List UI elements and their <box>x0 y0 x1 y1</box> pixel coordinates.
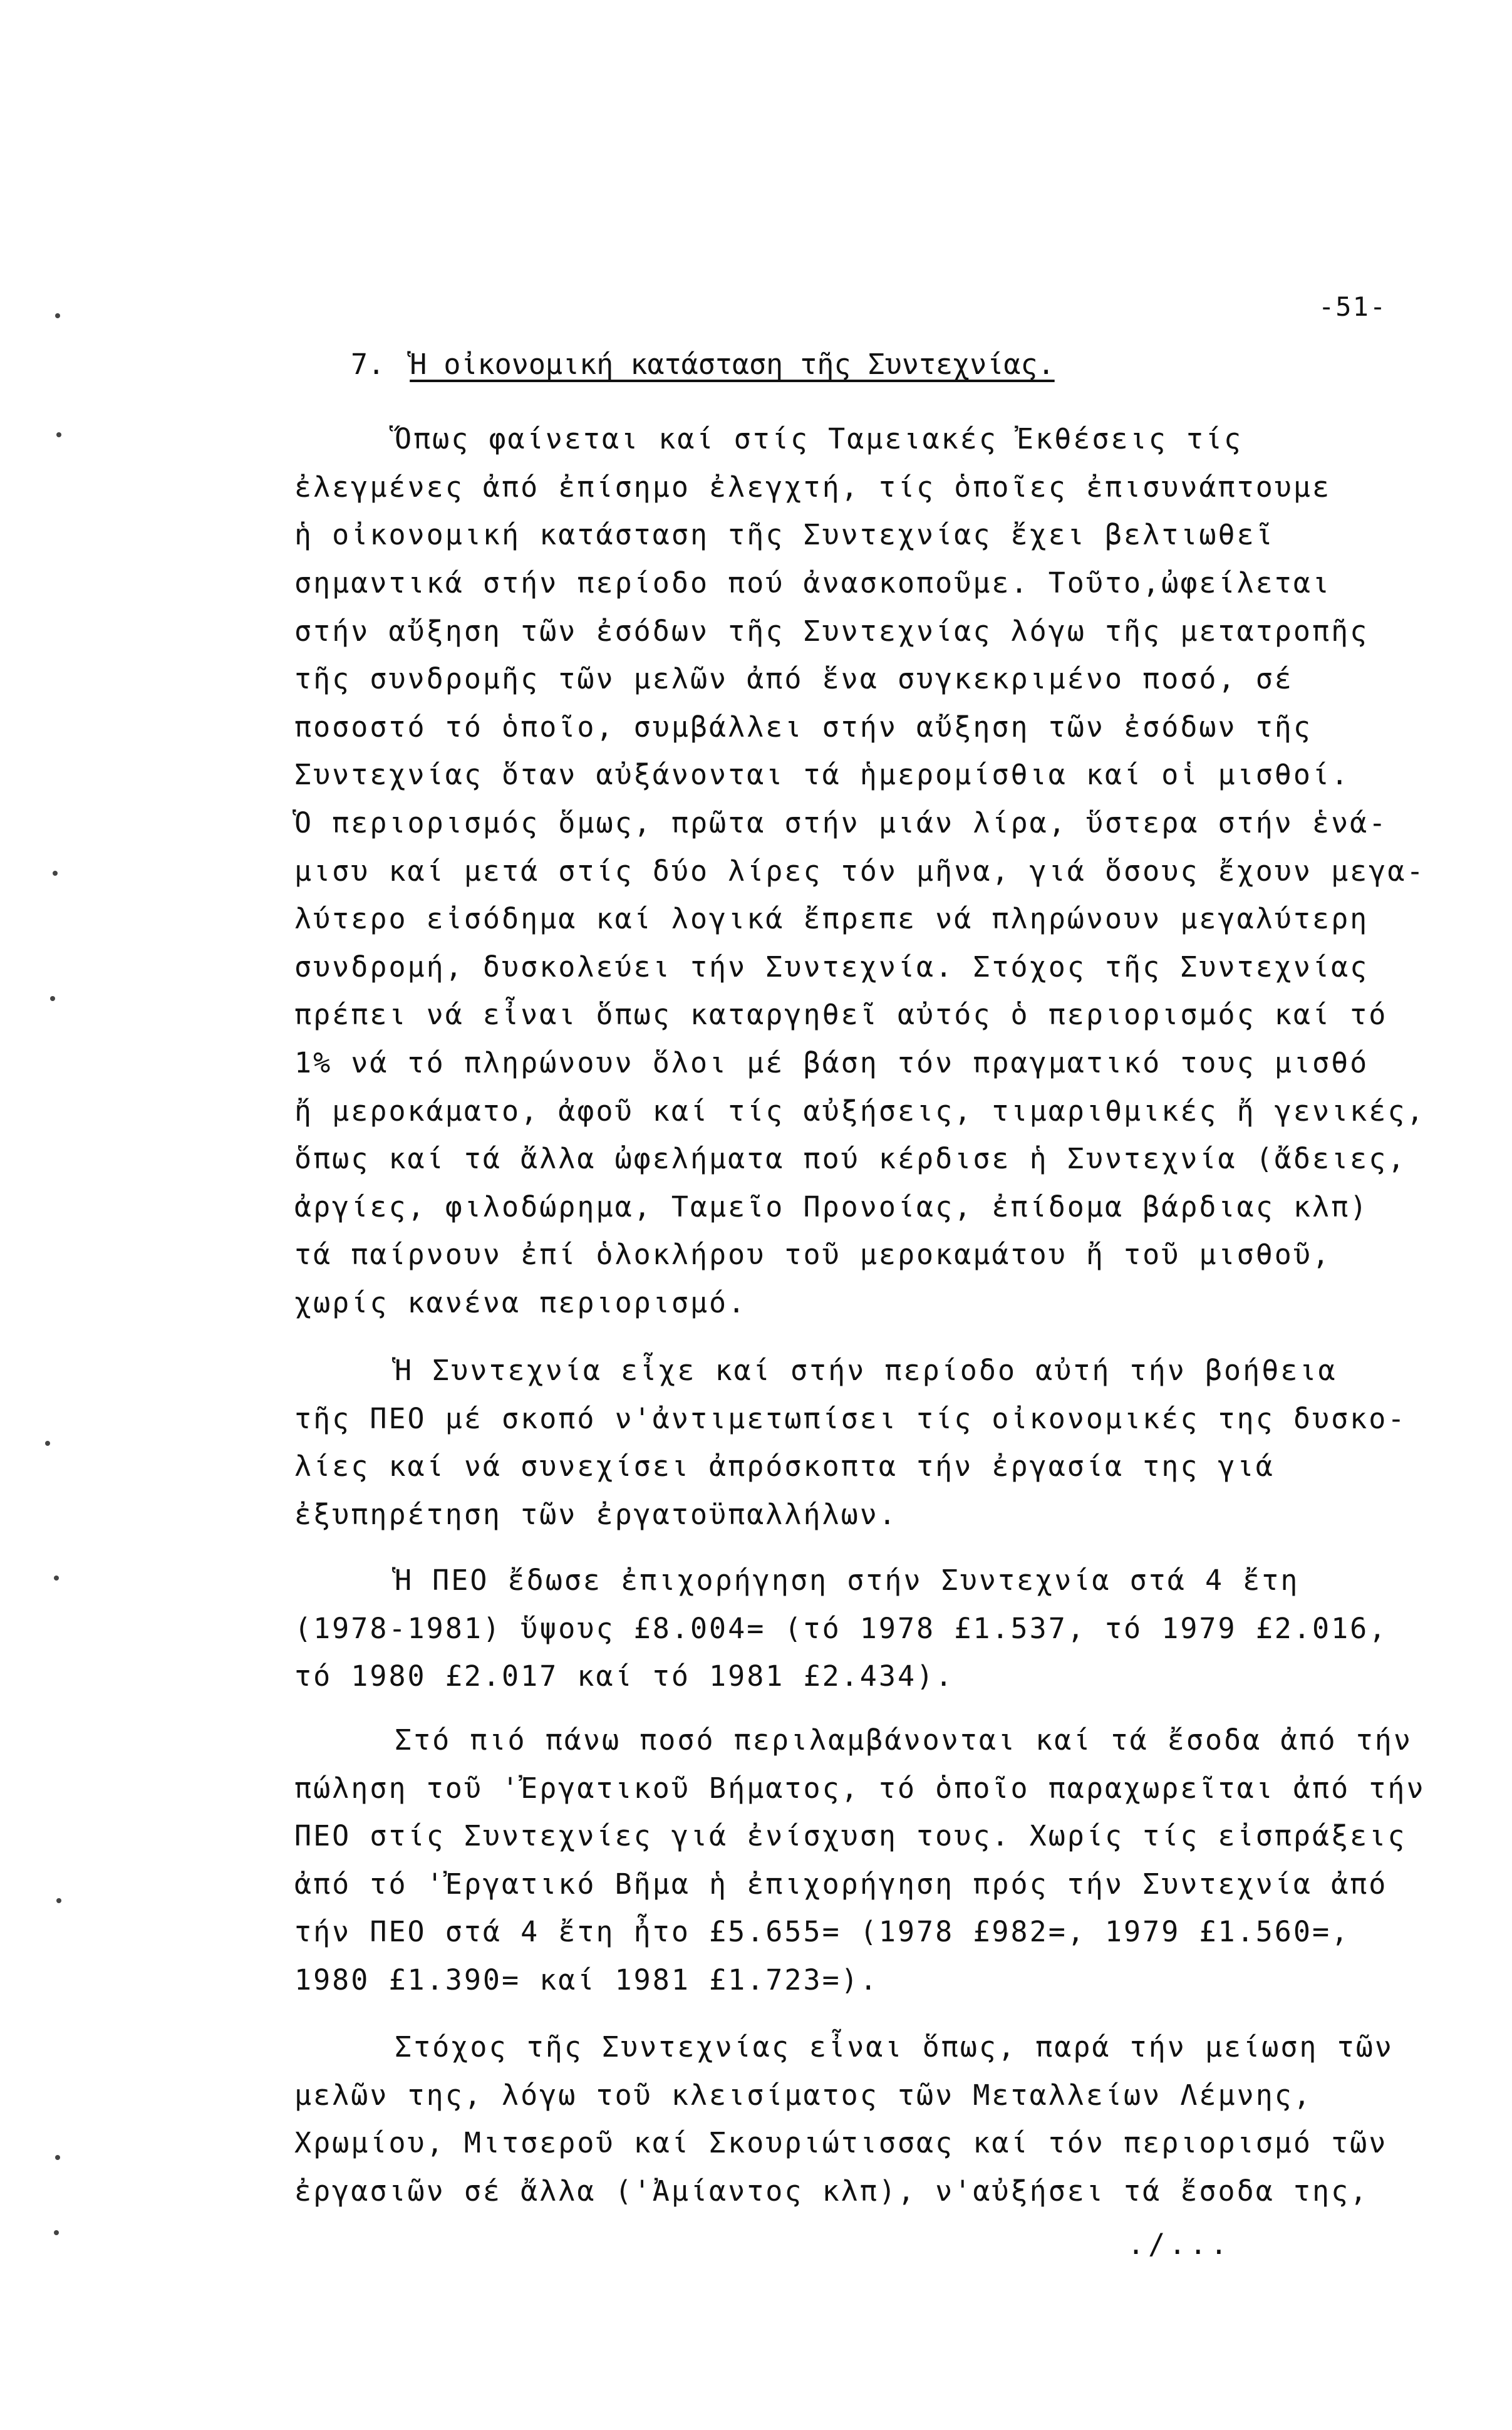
section-title: Ἡ οἰκονομική κατάσταση τῆς Συντεχνίας. <box>410 348 1055 381</box>
text-line: ἐλεγμένες ἀπό ἐπίσημο ἐλεγχτή, τίς ὁποῖες ἐπισυνάπτουμε <box>294 470 1332 504</box>
text-line: 1% νά τό πληρώνουν ὅλοι μέ βάση τόν πραγματικό τους μισθό <box>294 1046 1369 1079</box>
scan-speck <box>55 313 60 318</box>
scan-speck <box>56 432 61 437</box>
scan-speck <box>56 1898 61 1903</box>
text-line: Χρωμίου, Μιτσεροῦ καί Σκουριώτισσας καί τόν περιορισμό τῶν <box>294 2126 1388 2159</box>
text-line: τά παίρνουν ἐπί ὁλοκλήρου τοῦ μεροκαμάτου ἤ τοῦ μισθοῦ, <box>294 1238 1332 1271</box>
text-line: Συντεχνίας ὅταν αὐξάνονται τά ἡμερομίσθια καί οἱ μισθοί. <box>294 758 1350 791</box>
text-line: στήν αὔξηση τῶν ἐσόδων τῆς Συντεχνίας λόγω τῆς μετατροπῆς <box>294 615 1369 648</box>
text-line: μισυ καί μετά στίς δύο λίρες τόν μῆνα, γιά ὅσους ἔχουν μεγα- <box>294 854 1426 888</box>
text-line: Ὅπως φαίνεται καί στίς Ταμειακές Ἐκθέσεις τίς <box>395 422 1243 455</box>
text-line: Ἡ ΠΕΟ ἔδωσε ἐπιχορήγηση στήν Συντεχνία στά 4 ἔτη <box>395 1564 1300 1597</box>
text-line: πώληση τοῦ 'Ἐργατικοῦ Βήματος, τό ὁποῖο παραχωρεῖται ἀπό τήν <box>294 1772 1426 1805</box>
text-line: ἀργίες, φιλοδώρημα, Ταμεῖο Προνοίας, ἐπίδομα βάρδιας κλπ) <box>294 1190 1369 1223</box>
section-heading <box>351 348 1055 381</box>
scan-speck <box>55 2155 60 2160</box>
text-line: πρέπει νά εἶναι ὅπως καταργηθεῖ αὐτός ὁ περιορισμός καί τό <box>294 998 1388 1031</box>
page-number: -51- <box>1318 291 1387 322</box>
text-line: Στόχος τῆς Συντεχνίας εἶναι ὅπως, παρά τήν μείωση τῶν <box>395 2030 1394 2064</box>
text-line: χωρίς κανένα περιορισμό. <box>294 1286 747 1319</box>
text-line: σημαντικά στήν περίοδο πού ἀνασκοποῦμε. Τοῦτο,ὠφείλεται <box>294 566 1332 600</box>
text-line: τῆς συνδρομῆς τῶν μελῶν ἀπό ἕνα συγκεκριμένο ποσό, σέ <box>294 662 1293 695</box>
text-line: Ἡ Συντεχνία εἶχε καί στήν περίοδο αὐτή τήν βοήθεια <box>395 1354 1337 1387</box>
text-line: ἐξυπηρέτηση τῶν ἐργατοϋπαλλήλων. <box>294 1498 898 1531</box>
text-line: Ὁ περιορισμός ὅμως, πρῶτα στήν μιάν λίρα, ὕστερα στήν ἑνά- <box>294 806 1388 839</box>
text-line: ἐργασιῶν σέ ἄλλα ('Ἀμίαντος κλπ), ν'αὐξήσει τά ἔσοδα της, <box>294 2174 1369 2208</box>
text-line: τήν ΠΕΟ στά 4 ἔτη ἦτο £5.655= (1978 £982=, 1979 £1.560=, <box>294 1915 1350 1948</box>
scan-speck <box>50 996 55 1001</box>
text-line: ἡ οἰκονομική κατάσταση τῆς Συντεχνίας ἔχει βελτιωθεῖ <box>294 518 1275 551</box>
text-line: Στό πιό πάνω ποσό περιλαμβάνονται καί τά ἔσοδα ἀπό τήν <box>395 1723 1412 1757</box>
continuation-mark: ./... <box>1127 2228 1231 2261</box>
text-line: ὅπως καί τά ἄλλα ὠφελήματα πού κέρδισε ἡ Συντεχνία (ἄδειες, <box>294 1142 1407 1175</box>
text-line: ποσοστό τό ὁποῖο, συμβάλλει στήν αὔξηση τῶν ἐσόδων τῆς <box>294 710 1312 744</box>
text-line: (1978-1981) ὕψους £8.004= (τό 1978 £1.537, τό 1979 £2.016, <box>294 1612 1388 1645</box>
text-line: μελῶν της, λόγω τοῦ κλεισίματος τῶν Μεταλλείων Λέμνης, <box>294 2079 1312 2112</box>
scan-speck <box>54 2230 59 2235</box>
text-line: λίες καί νά συνεχίσει ἀπρόσκοπτα τήν ἐργασία της γιά <box>294 1450 1275 1483</box>
text-line: 1980 £1.390= καί 1981 £1.723=). <box>294 1963 879 1996</box>
text-line: ἤ μεροκάματο, ἀφοῦ καί τίς αὐξήσεις, τιμαριθμικές ἤ γενικές, <box>294 1094 1426 1128</box>
text-line: συνδρομή, δυσκολεύει τήν Συντεχνία. Στόχος τῆς Συντεχνίας <box>294 950 1369 984</box>
text-line: ἀπό τό 'Ἐργατικό Βῆμα ἡ ἐπιχορήγηση πρός τήν Συντεχνία ἀπό <box>294 1867 1388 1901</box>
scan-speck <box>53 871 58 876</box>
text-line: λύτερο εἰσόδημα καί λογικά ἔπρεπε νά πληρώνουν μεγαλύτερη <box>294 902 1369 935</box>
section-number: 7. <box>351 348 385 381</box>
text-line: ΠΕΟ στίς Συντεχνίες γιά ἐνίσχυση τους. Χωρίς τίς εἰσπράξεις <box>294 1819 1407 1852</box>
text-line: τό 1980 £2.017 καί τό 1981 £2.434). <box>294 1659 955 1693</box>
scan-speck <box>45 1441 50 1446</box>
scan-speck <box>54 1576 59 1581</box>
text-line: τῆς ΠΕΟ μέ σκοπό ν'ἀντιμετωπίσει τίς οἰκονομικές της δυσκο- <box>294 1402 1407 1435</box>
